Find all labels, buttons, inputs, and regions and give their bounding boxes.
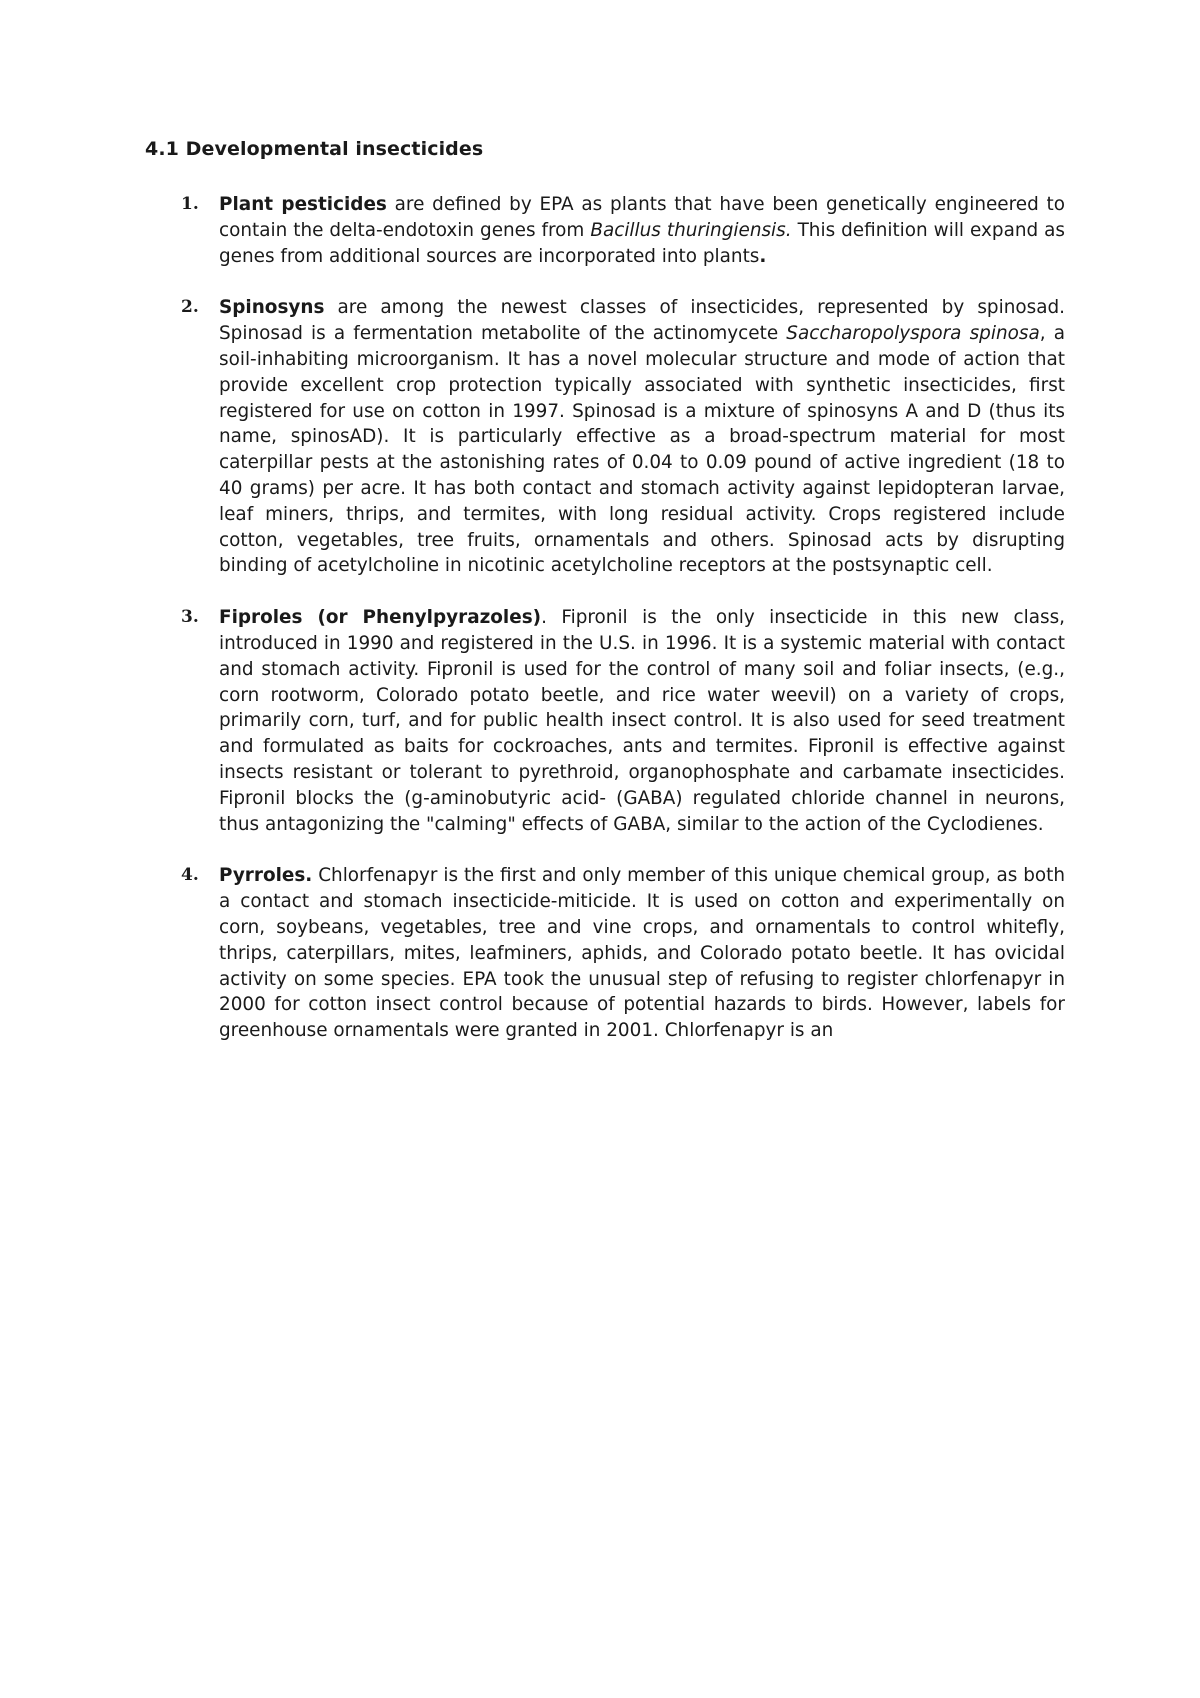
item-text: . Fipronil is the only insecticide in this new class, introduced in 1990 and registered in the U.S. in 1996. It is a systemic material with contact and stomach activity. Fipronil is used for the control of many soil and foliar insects, (e.g., corn rootworm, Colorado potato beetle, and rice water weevil) on a variety of crops, primarily corn, turf, and for public health insect control. It is also used for seed treatment and formulated as baits for cockroaches, ants and termites. Fipronil is effective against insects resistant or tolerant to pyrethroid, organophosphate and carbamate insecticides. Fipronil blocks the (g-aminobutyric acid- (GABA) regulated chloride channel in neurons, thus antagonizing the "calming" effects of GABA, similar to the action of the Cyclodienes. <box>219 607 1065 835</box>
list-item-spinosyns <box>145 295 1065 579</box>
item-text: , a soil-inhabiting microorganism. It has a novel molecular structure and mode of action that provide excellent crop protection typically associated with synthetic insecticides, first registered for use on cotton in 1997. Spinosad is a mixture of spinosyns A and D (thus its name, spinosAD). It is particularly effective as a broad-spectrum material for most caterpillar pests at the astonishing rates of 0.04 to 0.09 pound of active ingredient (18 to 40 grams) per acre. It has both contact and stomach activity against lepidopteran larvae, leaf miners, thrips, and termites, with long residual activity. Crops registered include cotton, vegetables, tree fruits, ornamentals and others. Spinosad acts by disrupting binding of acetylcholine in nicotinic acetylcholine receptors at the postsynaptic cell. <box>219 323 1065 577</box>
list-item-number: 4. <box>181 865 199 886</box>
list-item-number: 2. <box>181 297 199 318</box>
list-item-number: 3. <box>181 607 199 628</box>
item-text: are among the newest classes of insecticides, represented by spinosad. Spinosad is a fermentation metabolite of the actinomycete <box>219 297 1065 345</box>
list-item-plant-pesticides <box>145 192 1065 269</box>
item-term: Pyrroles. <box>219 865 313 887</box>
list-item-number: 1. <box>181 194 199 214</box>
item-italic-text: Bacillus thuringiensis. <box>590 219 792 241</box>
item-term: Spinosyns <box>219 297 325 319</box>
item-italic-text: Saccharopolyspora spinosa <box>786 323 1040 345</box>
item-text: are defined by EPA as plants that have been genetically engineered to contain the delta-endotoxin genes from <box>219 194 1066 241</box>
item-term: Fiproles (or Phenylpyrazoles) <box>219 607 542 629</box>
item-text: This definition will expand as genes from additional sources are incorporated into plants <box>219 219 1065 267</box>
item-bold-period: . <box>759 245 767 267</box>
item-text: Chlorfenapyr is the first and only member of this unique chemical group, as both a contact and stomach insecticide-miticide. It is used on cotton and experimentally on corn, soybeans, vegetables, tree and vine crops, and ornamentals to control whitefly, thrips, caterpillars, mites, leafminers, aphids, and Colorado potato beetle. It has ovicidal activity on some species. EPA took the unusual step of refusing to register chlorfenapyr in 2000 for cotton insect control because of potential hazards to birds. However, labels for greenhouse ornamentals were granted in 2001. Chlorfenapyr is an <box>219 865 1065 1042</box>
list-item-fiproles <box>145 605 1065 837</box>
section-heading: 4.1 Developmental insecticides <box>145 138 484 160</box>
insecticide-list <box>145 192 1065 1070</box>
list-item-pyrroles <box>145 863 1065 1044</box>
item-term: Plant pesticides <box>219 194 387 215</box>
